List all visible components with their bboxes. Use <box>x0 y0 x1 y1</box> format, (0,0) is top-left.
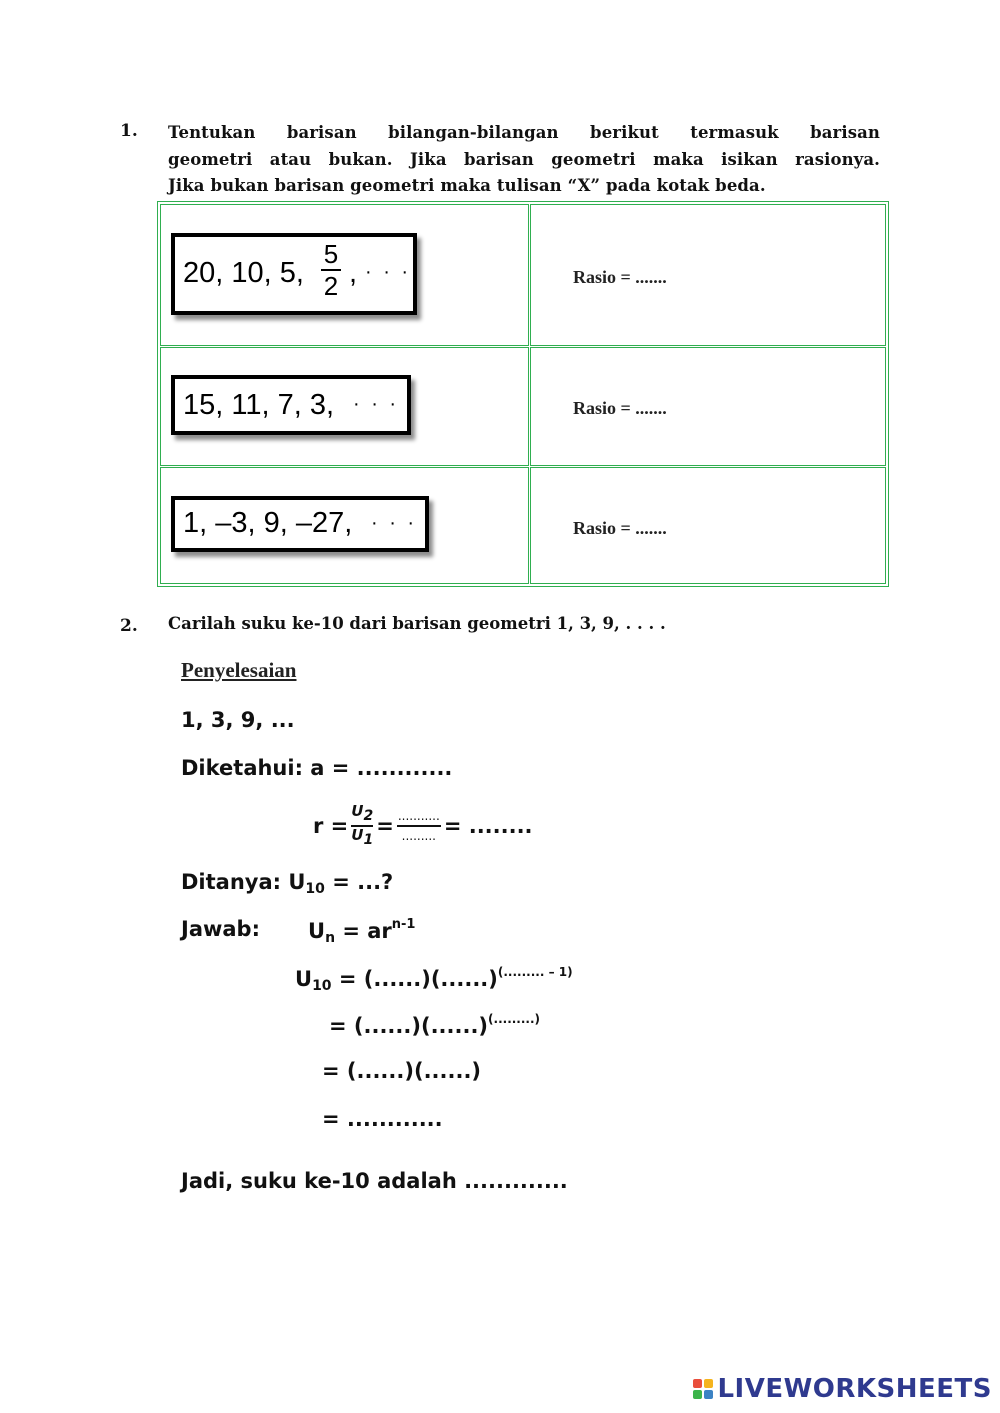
step-2-exponent[interactable]: (.........) <box>488 1012 541 1026</box>
fraction-numerator: 5 <box>323 239 339 269</box>
sequence-ellipsis: · · · <box>365 261 412 283</box>
sequence-text: 20, 10, 5, <box>183 257 304 289</box>
u2-symbol: U <box>351 802 364 820</box>
general-formula <box>308 917 415 946</box>
liveworksheets-logo <box>693 1374 992 1404</box>
conclusion-line[interactable]: Jadi, suku ke-10 adalah ............. <box>181 1169 568 1193</box>
sequence-ellipsis: · · · <box>353 393 400 415</box>
question-1-text <box>168 120 880 200</box>
ratio-result[interactable]: = ........ <box>443 813 533 838</box>
sequence-text: 1, –3, 9, –27, <box>183 507 353 539</box>
sequence-text: 15, 11, 7, 3, <box>183 389 335 421</box>
answer-table <box>157 201 889 587</box>
un-subscript: n <box>325 930 336 946</box>
sequence-box <box>171 496 429 552</box>
table-cell-sequence <box>160 347 529 466</box>
step-3[interactable]: = (......)(......) <box>322 1059 482 1083</box>
u1-subscript: 1 <box>363 831 374 848</box>
ditanya-label: Ditanya: U <box>181 870 306 894</box>
logo-mark-icon <box>693 1379 713 1399</box>
step-2-blanks[interactable]: = (......)(......) <box>329 1014 489 1038</box>
equals-sign: = <box>376 813 394 838</box>
blank-numerator[interactable]: ........... <box>397 809 440 823</box>
table-cell-answer[interactable] <box>530 467 886 584</box>
un-exponent: n-1 <box>391 917 416 932</box>
sequence-box <box>171 233 417 315</box>
step-1[interactable] <box>295 965 573 994</box>
sequence-comma: , <box>349 257 358 289</box>
question-1-line: geometri atau bukan. Jika barisan geometri maka isikan rasionya. <box>168 149 880 169</box>
sequence-box <box>171 375 411 435</box>
step-1-symbol: U <box>295 967 313 991</box>
ratio-prefix: r = <box>313 813 349 838</box>
logo-text: LIVEWORKSHEETS <box>717 1374 992 1404</box>
step-1-subscript: 10 <box>312 978 332 994</box>
table-cell-sequence <box>160 467 529 584</box>
question-2-number: 2. <box>120 616 138 636</box>
question-2-text: Carilah suku ke-10 dari barisan geometri 1, 3, 9, . . . . <box>168 614 666 633</box>
blank-denominator[interactable]: ......... <box>401 828 436 843</box>
question-1-line: Tentukan barisan bilangan-bilangan berikut termasuk barisan <box>168 123 880 142</box>
diketahui-line[interactable]: Diketahui: a = ............ <box>181 756 453 780</box>
rasio-answer-field[interactable]: Rasio = ....... <box>573 518 667 538</box>
u1-symbol: U <box>351 825 364 844</box>
ditanya-value: = ...? <box>324 870 394 894</box>
table-cell-sequence <box>160 204 529 346</box>
sequence-given: 1, 3, 9, ... <box>181 708 295 732</box>
step-2[interactable] <box>329 1012 540 1038</box>
question-1-number: 1. <box>120 121 138 141</box>
u2-subscript: 2 <box>363 808 374 824</box>
un-symbol: U <box>308 919 326 943</box>
question-1-line: Jika bukan barisan geometri maka tulisan “X” pada kotak beda. <box>168 176 766 195</box>
sequence-fraction <box>321 241 341 299</box>
ditanya-subscript: 10 <box>305 881 325 897</box>
un-formula: = ar <box>335 919 392 943</box>
ditanya-line <box>181 870 393 897</box>
step-4[interactable]: = ............ <box>322 1107 443 1131</box>
step-1-blanks[interactable]: = (......)(......) <box>331 967 498 991</box>
step-1-exponent[interactable]: (......... – 1) <box>497 965 573 979</box>
ratio-formula <box>313 803 533 849</box>
blank-fraction[interactable] <box>397 810 441 842</box>
table-cell-answer[interactable] <box>530 347 886 466</box>
table-cell-answer[interactable] <box>530 204 886 346</box>
jawab-label: Jawab: <box>181 917 260 941</box>
ratio-fraction <box>351 803 373 849</box>
rasio-answer-field[interactable]: Rasio = ....... <box>573 267 667 287</box>
fraction-denominator: 2 <box>323 271 339 301</box>
solution-heading: Penyelesaian <box>181 658 297 682</box>
rasio-answer-field[interactable]: Rasio = ....... <box>573 398 667 418</box>
sequence-ellipsis: · · · <box>371 512 418 534</box>
